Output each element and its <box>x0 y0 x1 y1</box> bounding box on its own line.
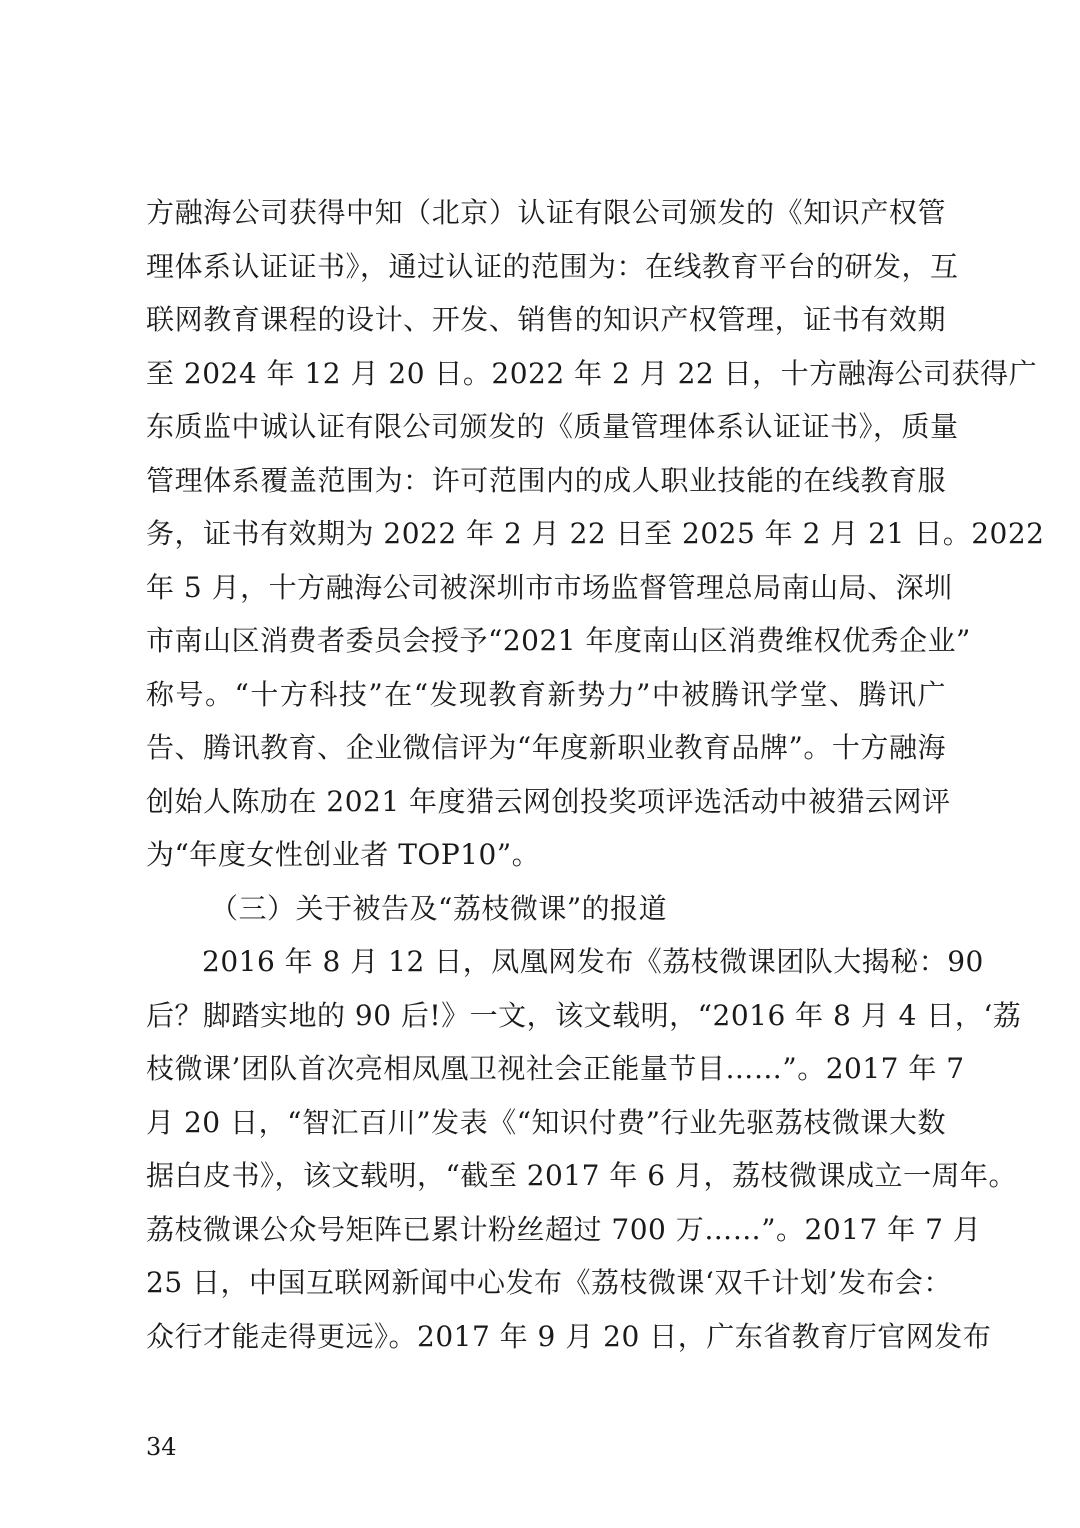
text-line: 25 日，中国互联网新闻中心发布《荔枝微课‘双千计划’发布会： <box>146 1266 952 1299</box>
text-line: 月 20 日，“智汇百川”发表《“知识付费”行业先驱荔枝微课大数 <box>146 1105 946 1139</box>
text-line: 东质监中诚认证有限公司颁发的《质量管理体系认证证书》，质量 <box>146 410 959 443</box>
text-line: 年 5 月，十方融海公司被深圳市市场监督管理总局南山局、深圳 <box>146 570 953 604</box>
text-line: 后？脚踏实地的 90 后!》一文，该文载明，“2016 年 8 月 4 日，‘荔 <box>146 998 1022 1032</box>
text-line: 荔枝微课公众号矩阵已累计粉丝超过 700 万……”。2017 年 7 月 <box>146 1212 982 1246</box>
text-line: 务，证书有效期为 2022 年 2 月 22 日至 2025 年 2 月 21 日。2022 <box>146 517 1045 550</box>
text-line: 据白皮书》，该文载明，“截至 2017 年 6 月，荔枝微课成立一周年。 <box>146 1159 1017 1192</box>
text-line: 众行才能走得更远》。2017 年 9 月 20 日，广东省教育厅官网发布 <box>146 1319 992 1353</box>
body-text <box>146 186 1045 1363</box>
text-line: 联网教育课程的设计、开发、销售的知识产权管理，证书有效期 <box>146 303 946 336</box>
section-heading: （三）关于被告及“荔枝微课”的报道 <box>210 891 668 925</box>
text-line: 2016 年 8 月 12 日，凤凰网发布《荔枝微课团队大揭秘：90 <box>202 945 984 978</box>
text-line: 创始人陈劢在 2021 年度猎云网创投奖项评选活动中被猎云网评 <box>146 784 951 818</box>
text-line: 枝微课’团队首次亮相凤凰卫视社会正能量节目……”。2017 年 7 <box>146 1052 965 1085</box>
text-line: 理体系认证证书》，通过认证的范围为：在线教育平台的研发，互 <box>146 249 959 283</box>
text-line: 管理体系覆盖范围为：许可范围内的成人职业技能的在线教育服 <box>146 463 946 497</box>
page-number: 34 <box>146 1433 177 1461</box>
text-line: 市南山区消费者委员会授予“2021 年度南山区消费维权优秀企业” <box>146 624 971 657</box>
text-line: 告、腾讯教育、企业微信评为“年度新职业教育品牌”。十方融海 <box>146 731 946 764</box>
text-line: 方融海公司获得中知（北京）认证有限公司颁发的《知识产权管 <box>146 196 946 229</box>
text-line: 至 2024 年 12 月 20 日。2022 年 2 月 22 日，十方融海公司获得广 <box>146 356 1038 390</box>
text-line: 称号。“十方科技”在“发现教育新势力”中被腾讯学堂、腾讯广 <box>146 677 946 711</box>
text-line: 为“年度女性创业者 TOP10”。 <box>146 838 541 871</box>
